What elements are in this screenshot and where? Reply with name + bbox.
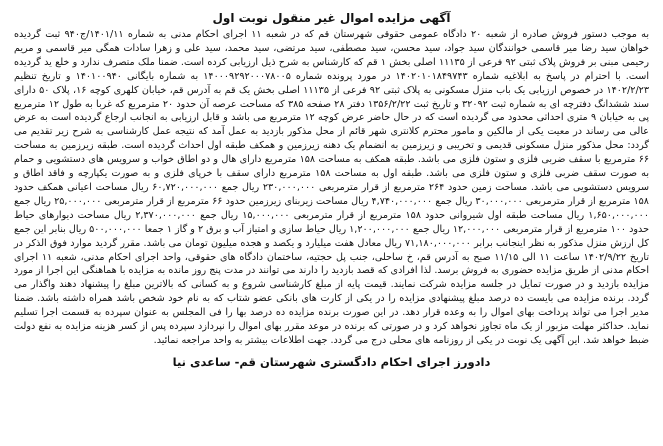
notice-title: آگهی مزایده اموال غیر منقول نوبت اول	[212, 11, 451, 25]
notice-paragraph: به موجب دستور فروش صادره از شعبه ۲۰ دادگاه عمومی حقوقی شهرستان قم که در شعبه ۱۱ اجرای احکام مدنی به شماره ۱۴۰۱/۱۱/ج۹۴۰ ثبت گردیده خواهان سید رضا میر قاسمی خوانندگان سید جواد، سید محسن، سید مصطفی، سید مرتضی، سید محمد، سید علی و زهرا سادات همگی میر قاسمی و مریم رحیمی مبنی بر فروش پلاک ثبتی ۹۲ فرعی از ۱۱۱۳۵ اصلی بخش ۱ قم که کارشناس به شرح ذیل ارزیابی کرده است. ضمنا ملک متصرف ندارد و خلع ید گردیده است. با احترام در پاسخ به ابلاغیه شماره ۱۴۰۲۰۱۰۱۸۴۹۷۴۳ در مورد پرونده شماره ۱۴۰۰۰۹۲۹۲۰۰۰۷۸۰۰۵ به شماره بایگانی ۱۴۰۱۰۰۹۴۰ و تاریخ تنظیم ۱۴۰۲/۲/۲۳ در خصوص ارزیابی یک باب منزل مسکونی به پلاک ثبتی ۹۲ فرعی از ۱۱۱۳۵ اصلی بخش یک قم به آدرس قم، خیابان کلهری کوچه ۱۶، پلاک ۵۰ دارای سند ششدانگ دفترچه ای به شماره ثبت ۳۲۰۹۲ و تاریخ ثبت ۱۳۵۶/۲/۲۲ دفتر ۲۸ صفحه ۳۸۵ که مساحت عرصه آن حدود ۲۰ مترمربع که غربا به طول ۱۲ مترمربع پی به خیابان ۹ متری احداثی محدود می گردیده است که در حال حاضر عرض کوچه ۱۲ مترمربع می باشد و قابل ارزیابی به انجانب ارجاع گردیده است به عرض عالی می رساند در معیت یکی از مالکین و مامور محترم کلانتری شهر قائم از محل مذکور بازدید به عمل آمد که نتیجه عمل کارشناسی به شرح زیر تقدیم می گردد: محل مذکور منزل مسکونی قدیمی و تخریبی و زیرزمین به انضمام یک دهنه زیرزمین و همکف طبقه اول احداث گردیده است. طبقه زیرزمین به مساحت ۶۶ مترمربع با سقف ضربی فلزی و ستون فلزی می باشد. طبقه همکف به مساحت ۱۵۸ مترمربع دارای هال و دو اطاق خواب و سرویس های دستشویی و حمام به صورت سقف ضربی فلزی و ستون فلزی می باشد. طبقه اول به مساحت ۱۵۸ مترمربع دارای سقف با خرپای فلزی و به صورت یکپارچه و فاقد اطاق و سرویس دستشویی می باشد. مساحت زمین حدود ۲۶۴ مترمربع از قرار مترمربعی ۲۳۰,۰۰۰,۰۰۰ ریال جمع ۶۰,۷۲۰,۰۰۰,۰۰۰ ریال مساحت اعیانی همکف حدود ۱۵۸ مترمربع از قرار مترمربعی ۳۰,۰۰۰,۰۰۰ ریال جمع ۴,۷۴۰,۰۰۰,۰۰۰ ریال مساحت زیربنای زیرزمین حدود ۶۶ مترمربع از قرار مترمربعی ۲۵,۰۰۰,۰۰۰ ریال جمع ۱,۶۵۰,۰۰۰,۰۰۰ ریال مساحت طبقه اول شیروانی حدود ۱۵۸ مترمربع از قرار مترمربعی ۱۵,۰۰۰,۰۰۰ ریال جمع ۲,۳۷۰,۰۰۰,۰۰۰ ریال مساحت دیوارهای حیاط حدود ۱۰۰ مترمربع از قرار مترمربعی ۱۲,۰۰۰,۰۰۰ ریال جمع ۱,۲۰۰,۰۰۰,۰۰۰ ریال حیاط سازی و امتیاز آب و برق ۲ و گاز ۱ جمعا ۵۰۰,۰۰۰,۰۰۰ ریال بنابر این جمع کل ارزش منزل مذکور به نظر اینجانب برابر ۷۱,۱۸۰,۰۰۰,۰۰۰ ریال معادل هفت میلیارد و یکصد و هجده میلیون تومان می باشد. مقرر گردید موارد فوق الذکر در تاریخ ۱۴۰۲/۹/۲۲ ساعت ۱۱ الی ۱۱/۱۵ صبح به آدرس قم، خ ساحلی، جنب پل حجتیه، ساختمان دادگاه های حقوقی، واحد اجرای احکام مدنی، شعبه ۱۱ اجرای احکام مدنی از طریق مزایده حضوری به فروش برسد. لذا افرادی که قصد بازدید را دارند می توانند در مدت پنج روز مانده به مزایده با هماهنگی این اجرا از مورد مزایده بازدید و در صورت تمایل در جلسه مزایده شرکت نمایند. قیمت پایه از مبلغ کارشناسی شروع و به کسانی که بالاترین مبلغ را پیشنهاد دهند واگذار می گردد. برنده مزایده می بایست ده درصد مبلغ پیشنهادی مزایده را در یکی از کارت های بانکی عضو شتاب که به نام خود شخص باشد همراه داشته باشد. ضمنا مدیر اجرا می تواند پرداخت بهای اموال را به وعده قرار دهد. در این صورت برنده مزایده ده درصد بها را فی المجلس به عنوان سپرده به قسمت اجرا تسلیم نماید. حداکثر مهلت مزبور از یک ماه تجاوز نخواهد کرد و در صورتی که برنده در موعد مقرر بهای اموال را نپردازد سپرده پس از کسر هزینه مزایده به نفع دولت ضبط خواهد شد. این آگهی یک نوبت در یکی از روزنامه های محلی درج می گردد. جهت اطلاعات بیشتر به واحد مراجعه نمائید.	[14, 29, 650, 346]
notice-signature: دادورز اجرای احکام دادگستری شهرستان قم- ساعدی نیا	[172, 354, 491, 369]
notice-body	[14, 28, 649, 348]
